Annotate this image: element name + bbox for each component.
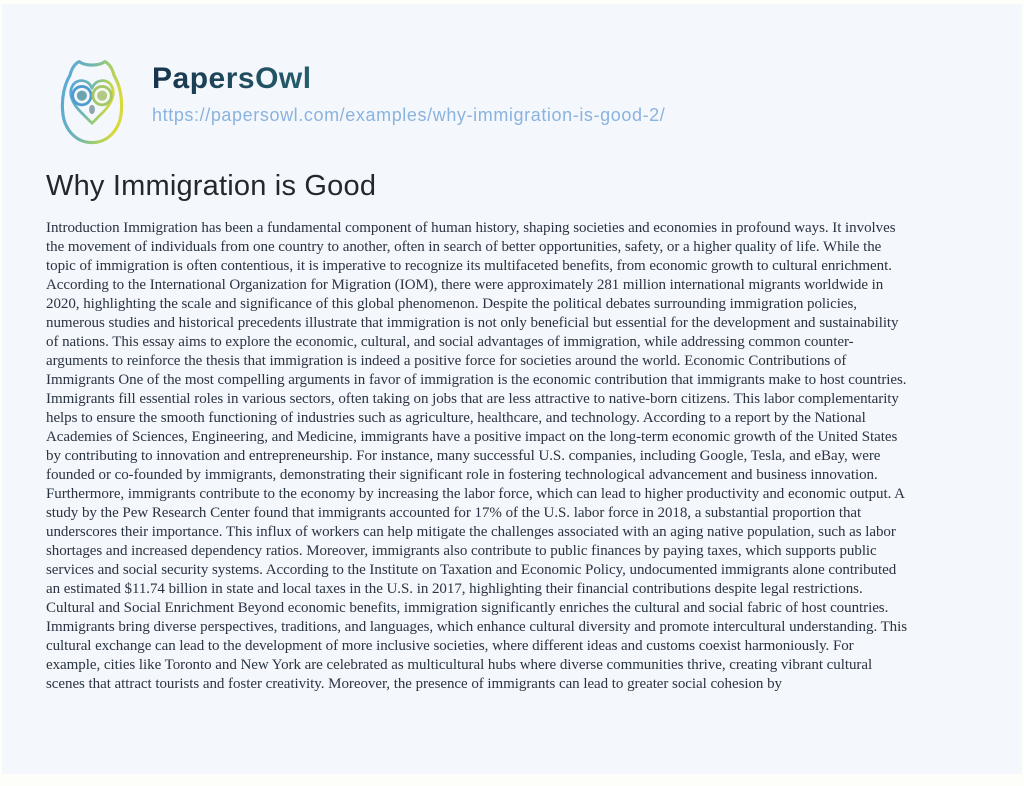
essay-text-line: Cultural and Social Enrichment Beyond economic benefits, immigration significantly enriches the cultural and social fabric of host countries. [46, 600, 889, 616]
essay-text-line: of nations. This essay aims to explore the economic, cultural, and social advantages of immigration, while addressing common counter- [46, 334, 854, 350]
essay-text-line: 2020, highlighting the scale and significance of this global phenomenon. Despite the political debates surrounding immigration policies, [46, 296, 857, 312]
brand-name: PapersOwl [152, 62, 665, 96]
essay-text-line: topic of immigration is often contentious, it is imperative to recognize its multifaceted benefits, from economic growth to cultural enrichment. [46, 258, 892, 274]
page-title: Why Immigration is Good [46, 170, 377, 202]
essay-text-line: Immigrants fill essential roles in various sectors, often taking on jobs that are less attractive to native-born citizens. This labor complementarity [46, 391, 899, 407]
essay-text-line: example, cities like Toronto and New York are celebrated as multicultural hubs where diverse communities thrive, creating vibrant cultural [46, 657, 873, 673]
header-text-block [152, 56, 665, 126]
essay-text-line: arguments to reinforce the thesis that immigration is indeed a positive force for societies around the world. Economic Contributions of [46, 353, 847, 369]
essay-text-line: numerous studies and historical precedents illustrate that immigration is not only beneficial but essential for the development and sustainability [46, 315, 899, 331]
essay-text-line: Furthermore, immigrants contribute to the economy by increasing the labor force, which can lead to higher productivity and economic output. A [46, 486, 905, 502]
essay-text-line: Immigrants bring diverse perspectives, traditions, and languages, which enhance cultural diversity and promote intercultural understanding. This [46, 619, 908, 635]
article-url-link[interactable]: https://papersowl.com/examples/why-immigration-is-good-2/ [152, 105, 666, 125]
essay-text-line: study by the Pew Research Center found that immigrants accounted for 17% of the U.S. labor force in 2018, a substantial proportion that [46, 505, 862, 521]
essay-text-line: an estimated $11.74 billion in state and local taxes in the U.S. in 2017, highlighting their financial contributions despite legal restrictions. [46, 581, 863, 597]
essay-text-line: helps to ensure the smooth functioning of industries such as agriculture, healthcare, and technology. According to a report by the National [46, 410, 866, 426]
essay-text-line: shortages and increased dependency ratios. Moreover, immigrants also contribute to public finances by paying taxes, which supports public [46, 543, 877, 559]
essay-text-line: by contributing to innovation and entrepreneurship. For instance, many successful U.S. companies, including Google, Tesla, and eBay, were [46, 448, 881, 464]
essay-text-line: founded or co-founded by immigrants, demonstrating their significant role in fostering technological advancement and business innovation. [46, 467, 878, 483]
essay-text-line: services and social security systems. According to the Institute on Taxation and Economic Policy, undocumented immigrants alone contributed [46, 562, 897, 578]
essay-text-line: Immigrants One of the most compelling arguments in favor of immigration is the economic contribution that immigrants make to host countries. [46, 372, 907, 388]
essay-text-line: According to the International Organization for Migration (IOM), there were approximately 281 million international migrants worldwide in [46, 277, 884, 293]
essay-text-line: scenes that attract tourists and foster creativity. Moreover, the presence of immigrants can lead to greater social cohesion by [46, 676, 782, 692]
essay-body [46, 219, 996, 694]
papersowl-owl-logo-icon [46, 56, 138, 150]
essay-text-line: Academies of Sciences, Engineering, and Medicine, immigrants have a positive impact on the long-term economic growth of the United States [46, 429, 898, 445]
essay-text-line: Introduction Immigration has been a fundamental component of human history, shaping societies and economies in profound ways. It involves [46, 220, 896, 236]
site-header [46, 56, 665, 150]
essay-text-line: underscores their importance. This influx of workers can help mitigate the challenges associated with an aging native population, such as labor [46, 524, 896, 540]
essay-text-line: cultural exchange can lead to the development of more inclusive societies, where different ideas and customs coexist harmoniously. For [46, 638, 854, 654]
essay-text-line: the movement of individuals from one country to another, often in search of better opportunities, safety, or a higher quality of life. While the [46, 239, 882, 255]
